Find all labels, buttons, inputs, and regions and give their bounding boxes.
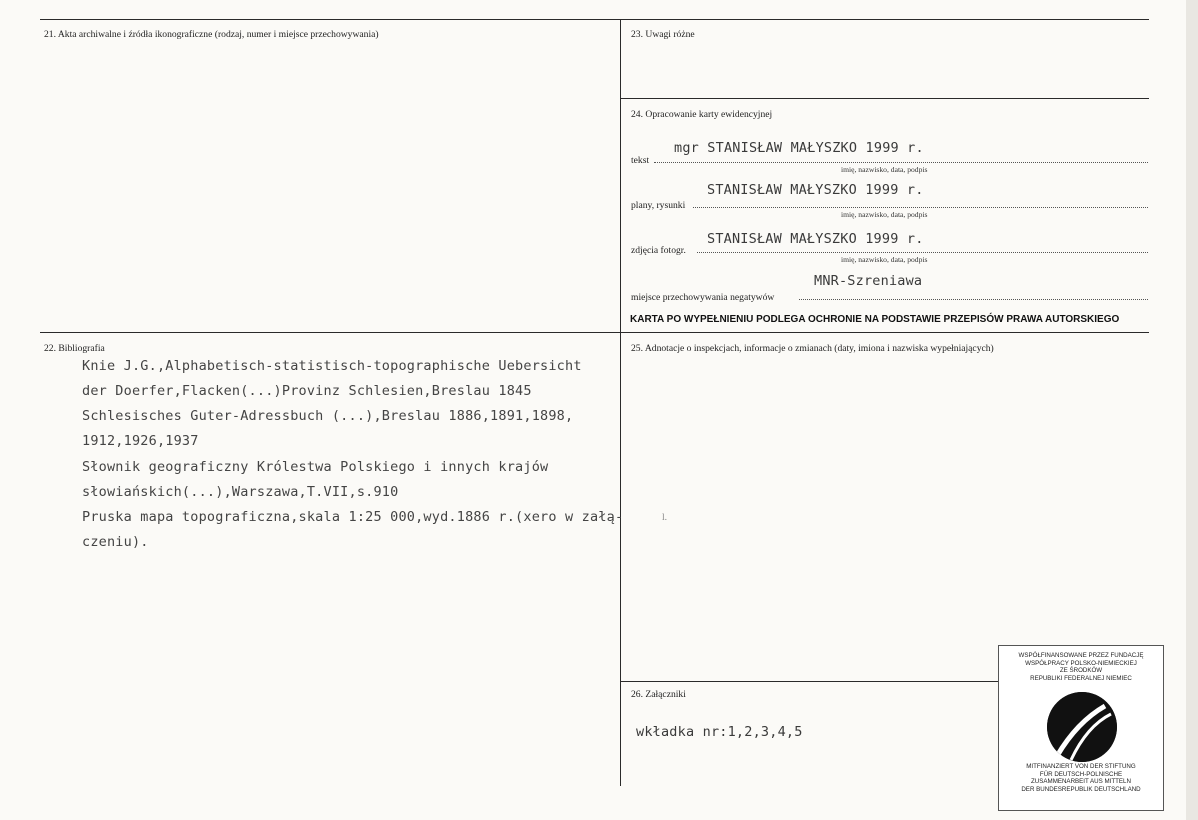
logo-bottom-line: MITFINANZIERT VON DER STIFTUNG bbox=[1026, 763, 1136, 770]
center-divider bbox=[620, 19, 621, 786]
bibliography-line: Knie J.G.,Alphabetisch-statistisch-topographische Uebersicht bbox=[82, 358, 582, 374]
row-zdjecia-line bbox=[697, 252, 1148, 253]
row-tekst-label: tekst bbox=[631, 155, 650, 166]
bibliography-line: 1912,1926,1937 bbox=[82, 433, 199, 449]
logo-top-line: WSPÓŁPRACY POLSKO-NIEMIECKIEJ bbox=[1025, 659, 1137, 667]
row-tekst-sub: imię, nazwisko, data, podpis bbox=[841, 165, 928, 174]
row-plany-label: plany, rysunki bbox=[631, 200, 686, 211]
logo-bottom-line: FÜR DEUTSCH-POLNISCHE bbox=[1039, 770, 1123, 778]
row-tekst-value: mgr STANISŁAW MAŁYSZKO 1999 r. bbox=[674, 140, 924, 156]
logo-top-line: ZE ŚRODKÓW bbox=[1059, 667, 1103, 675]
row-negatywy-value: MNR-Szreniawa bbox=[814, 273, 923, 289]
section-22-label: 22. Bibliografia bbox=[44, 343, 105, 354]
logo-bottom-line: DER BUNDESREPUBLIK DEUTSCHLAND bbox=[1021, 785, 1141, 793]
row-plany-value: STANISŁAW MAŁYSZKO 1999 r. bbox=[707, 182, 924, 198]
foundation-road-logo-icon bbox=[1047, 692, 1117, 762]
logo-top-line: WSPÓŁFINANSOWANE PRZEZ FUNDACJĘ bbox=[1018, 652, 1144, 659]
foundation-logo-box bbox=[998, 645, 1164, 811]
row-plany-line bbox=[693, 207, 1148, 208]
bibliography-line: Schlesisches Guter-Adressbuch (...),Breslau 1886,1891,1898, bbox=[82, 408, 574, 424]
top-rule bbox=[40, 19, 1149, 20]
section-23-label: 23. Uwagi różne bbox=[631, 29, 695, 40]
rule-25-26 bbox=[620, 681, 998, 682]
rule-mid bbox=[40, 332, 1149, 333]
row-zdjecia-sub: imię, nazwisko, data, podpis bbox=[841, 255, 928, 264]
logo-top-line: REPUBLIKI FEDERALNEJ NIEMIEC bbox=[1030, 674, 1132, 682]
attachments-value: wkładka nr:1,2,3,4,5 bbox=[636, 724, 803, 740]
row-negatywy-line bbox=[799, 299, 1148, 300]
bibliography-line: Słownik geograficzny Królestwa Polskiego i innych krajów bbox=[82, 459, 549, 475]
row-plany-sub: imię, nazwisko, data, podpis bbox=[841, 210, 928, 219]
row-negatywy-label: miejsce przechowywania negatywów bbox=[631, 292, 775, 303]
section-25-mark: l. bbox=[662, 512, 668, 523]
logo-bottom-line: ZUSAMMENARBEIT AUS MITTELN bbox=[1031, 778, 1131, 786]
row-zdjecia-value: STANISŁAW MAŁYSZKO 1999 r. bbox=[707, 231, 924, 247]
bibliography-line: Pruska mapa topograficzna,skala 1:25 000,wyd.1886 r.(xero w załą- bbox=[82, 509, 624, 525]
scan-edge bbox=[1186, 0, 1198, 820]
bibliography-line: słowiańskich(...),Warszawa,T.VII,s.910 bbox=[82, 484, 399, 500]
row-zdjecia-label: zdjęcia fotogr. bbox=[631, 245, 686, 256]
section-21-label: 21. Akta archiwalne i źródła ikonograficzne (rodzaj, numer i miejsce przechowywania) bbox=[44, 29, 379, 40]
section-26-label: 26. Załączniki bbox=[631, 689, 686, 700]
copyright-notice: KARTA PO WYPEŁNIENIU PODLEGA OCHRONIE NA PODSTAWIE PRZEPISÓW PRAWA AUTORSKIEGO bbox=[630, 314, 1120, 325]
section-25-label: 25. Adnotacje o inspekcjach, informacje o zmianach (daty, imiona i nazwiska wypełniających) bbox=[631, 343, 994, 354]
bibliography-line: czeniu). bbox=[82, 534, 149, 550]
section-24-label: 24. Opracowanie karty ewidencyjnej bbox=[631, 109, 773, 120]
bibliography-line: der Doerfer,Flacken(...)Provinz Schlesien,Breslau 1845 bbox=[82, 383, 532, 399]
rule-23-24 bbox=[620, 98, 1149, 99]
logo-top-text bbox=[999, 652, 1163, 682]
row-tekst-line bbox=[654, 162, 1148, 163]
logo-bottom-text bbox=[999, 763, 1163, 793]
